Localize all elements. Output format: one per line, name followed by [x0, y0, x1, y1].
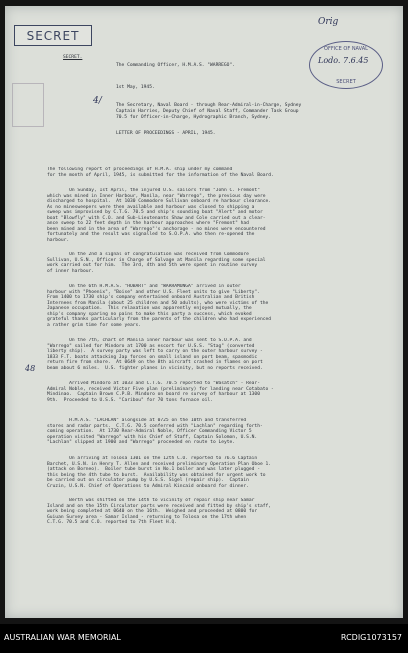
date-line: 1st May, 1945.	[116, 85, 155, 90]
addressee-line-1: The Secretary, Naval Board - through Rear-Admiral-in-Charge, Sydney	[116, 103, 302, 108]
handwritten-orig: Orig	[318, 17, 339, 27]
from-line: The Commanding Officer, H.M.A.S. "WARREGO".	[116, 63, 235, 68]
secret-heading: SECRET.	[63, 55, 83, 60]
round-stamp-top-text: OFFICE OF NAVAL	[324, 46, 368, 52]
paragraph-10th-april: H.M.A.S. "LACHLAN" alongside at 0725 on the 10th and transferred stores and radar parts. C.T.G. 70.5 conferred with "Lachlan" regarding forth- coming operation. At 1730 Rear-Admiral Noble, Officer Commanding Victor 5 operation visited "Warrego" with his Chief of Staff, Captain Solomon, U.S.N. "Lachlan" slipped at 1900 and "Warrego" proceeded en route to Leyte.	[47, 418, 263, 446]
faded-received-stamp	[12, 83, 44, 127]
paragraph-1st-april: On Sunday, 1st April, the injured U.S. sailors from "John C. Fremont" which was mined in Inner Harbour, Manila, near "Warrego", the previous day were discharged to hospital. At 1030 Commodore Sullivan onboard re harbour clearance. As no minesweepers were then available and harbour was closed to shipping a sweep was improvised by C.T.G. 70.5 and ship's sounding boat "Alert" and motor boat "Blowfly" with C.O. and Sub-Lieutenants Shaw and Cole carried out a clear- ance sweep to 22 feet depth in the harbour approaches where "Fremont" had been mined and in the area of "Warrego"'s anchorage - no mines were encountered fortunately and the result was signalled to S.O.P.A. who then re-opened the harbour.	[47, 188, 272, 243]
secret-stamp: SECRET	[14, 25, 92, 46]
received-round-stamp	[309, 41, 383, 89]
paragraph-2nd-april: On the 2nd a signal of congratulation was received from Commodore Sullivan, U.S.N., Officer in Charge of Salvage at Manila regarding some special work carried out for him. The 3rd, 4th and 5th were spent in routine survey of inner harbour.	[47, 252, 266, 274]
paragraph-mindoro: Arrived Mindoro at 1033 and C.T.G. 70.5 reported to "Wasatch" - Rear- Admiral Noble, received Victor Five plan (preliminary) for landing near Cotabato - Mindinao. Captain Brown C.P.B. Mindoro on board re survey of harbour at 1300 9th. Proceeded to U.S.S. "Caribou" for 70 tons furnace oil.	[47, 381, 274, 403]
paragraph-intro: The following report of proceedings of H.M.A. ship under my command for the month of April, 1945, is submitted for the information of the Naval Board.	[47, 167, 274, 178]
archive-footer	[0, 624, 408, 653]
document-page	[5, 6, 403, 618]
paragraph-7th-april: On the 7th, chart of Manila inner harbour was sent to S.O.P.A. and "Warrego" sailed for Mindoro at 1700 as escort for U.S.S. "Stag" (converted liberty ship). A survey party was left to carry on the outer harbour survey - 1833 F.T. boats attacking Jap forces on small island on port beam, spasmodic return fire from shore. At 0649 on the 8th aircraft crashed in flames on port beam about 6 miles. U.S. fighter planes in vicinity, but no reports received.	[47, 338, 263, 371]
handwritten-date: Lodo. 7.6.45	[318, 56, 369, 65]
footer-archive-name: AUSTRALIAN WAR MEMORIAL	[4, 633, 121, 642]
round-stamp-bottom-text: SECRET	[336, 79, 356, 85]
subject-line: LETTER OF PROCEEDINGS - APRIL, 1945.	[116, 131, 216, 136]
addressee-line-3: 70.5 for Officer-in-Charge, Hydrographic Branch, Sydney.	[116, 115, 271, 120]
handwritten-left-margin: 48	[25, 364, 36, 373]
footer-record-id: RCDIG1073157	[340, 633, 402, 642]
addressee-line-2: Captain Harries, Deputy Chief of Naval Staff, Commander Task Group	[116, 109, 299, 114]
handwritten-margin-note: 4/	[93, 96, 102, 106]
paragraph-12th-april: On arriving at Tolosa 1301 on the 12th C.O. reported to 76.6 Captain Barchet, U.S.N. in Henry T. Allen and received preliminary Operation Plan Oboe 1. (attack on Borneo). Boiler tube burst in No.1 boiler and was later plugged - this being the 4th tube to burst. Availability was obtained for urgent work to be carried out on circulator pump by U.S.S. Sigel (repair ship). Captain Cruzin, U.S.N. Chief of Operations to Admiral Kincaid onboard for dinner.	[47, 456, 272, 489]
paragraph-6th-april: On the 6th H.M.A.S. "HOBART" and "WARRAMUNGA" arrived in outer harbour with "Phoenix", "Boise" and other U.S. Fleet units to give "Liberty". From 1400 to 1730 ship's company entertained onboard Australian and British Internees from Manila (about 25 children and 50 adults), who were victims of the Japanese occupation. This relaxation was apparently enjoyed mutually, the ship's company sparing no pains to make this party a success, which evoked grateful thanks particularly from the parents of the children who had experienced a rather grim time for some years.	[47, 284, 272, 328]
paragraph-14th-april: Berth was shifted on the 14th to vicinity of repair ship near Samar Island and on the 15th Circulator parts were received and fitted by ship's staff, work being completed at 0640 on the 16th. Weighed and proceeded at 0800 for Guiuan Survey area - Samar Island - returning to Tolosa on the 17th when C.T.G. 70.5 and C.O. reported to 7th Fleet H.Q.	[47, 498, 272, 526]
